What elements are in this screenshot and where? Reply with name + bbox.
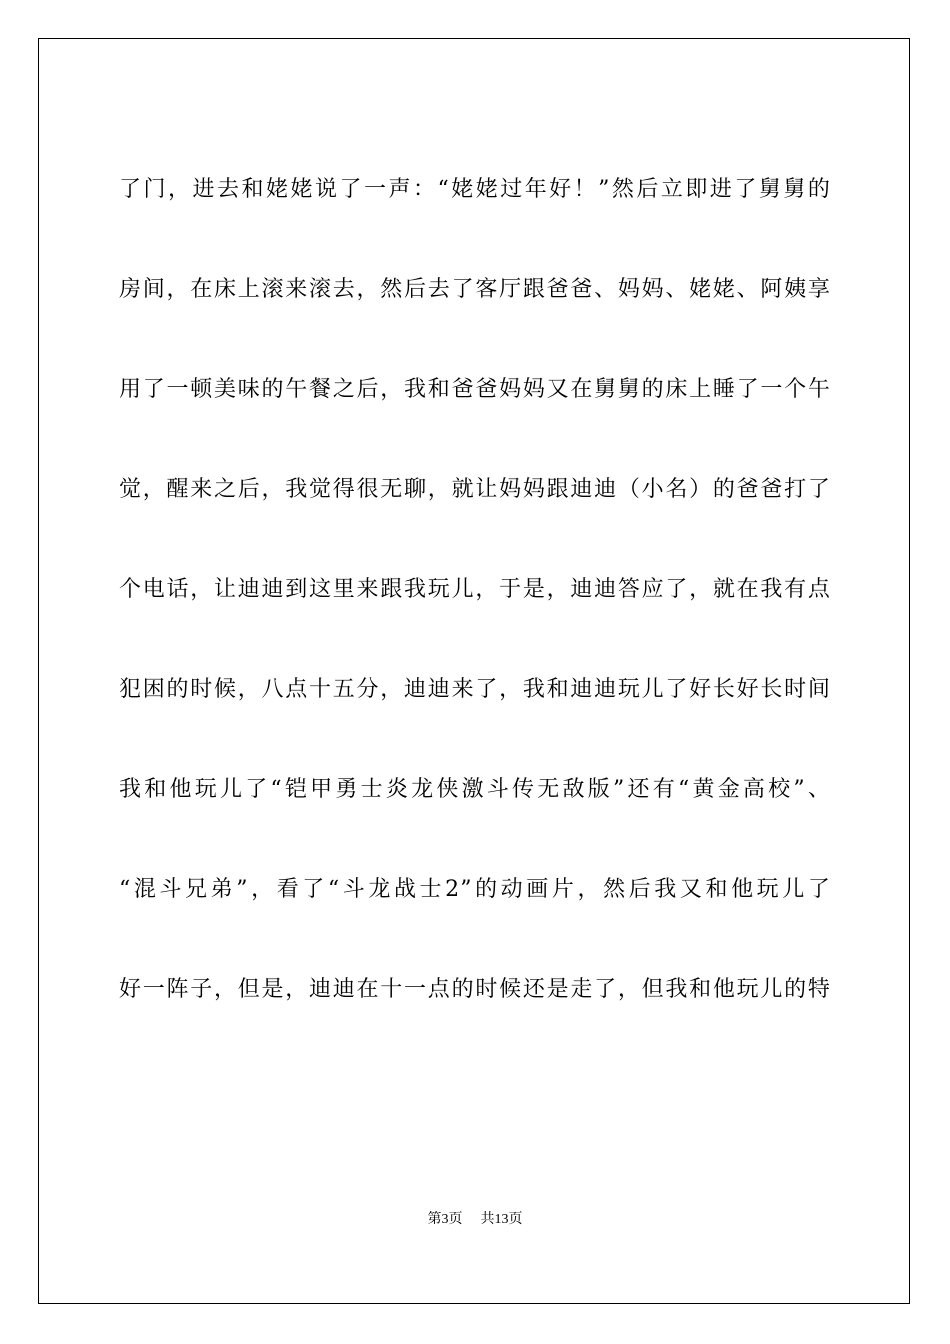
page-number: 第3页 — [427, 1212, 463, 1227]
page-frame — [38, 38, 910, 1304]
text-line: 了门，进去和姥姥说了一声：“姥姥过年好！”然后立即进了舅舅的 — [119, 177, 831, 202]
page-total: 共13页 — [480, 1212, 523, 1227]
text-line: 好一阵子，但是，迪迪在十一点的时候还是走了，但我和他玩儿的特 — [119, 977, 831, 1002]
text-line: 房间，在床上滚来滚去，然后去了客厅跟爸爸、妈妈、姥姥、阿姨享 — [119, 277, 831, 302]
page-footer — [0, 1208, 950, 1228]
text-line: 我和他玩儿了“铠甲勇士炎龙侠激斗传无敌版”还有“黄金高校”、 — [119, 777, 831, 802]
body-text — [119, 161, 831, 1061]
text-line: “混斗兄弟”，看了“斗龙战士2”的动画片，然后我又和他玩儿了 — [119, 877, 831, 902]
text-line: 个电话，让迪迪到这里来跟我玩儿，于是，迪迪答应了，就在我有点 — [119, 577, 831, 602]
text-line: 用了一顿美味的午餐之后，我和爸爸妈妈又在舅舅的床上睡了一个午 — [119, 377, 831, 402]
text-line: 犯困的时候，八点十五分，迪迪来了，我和迪迪玩儿了好长好长时间 — [119, 677, 831, 702]
text-line: 觉，醒来之后，我觉得很无聊，就让妈妈跟迪迪（小名）的爸爸打了 — [119, 477, 831, 502]
